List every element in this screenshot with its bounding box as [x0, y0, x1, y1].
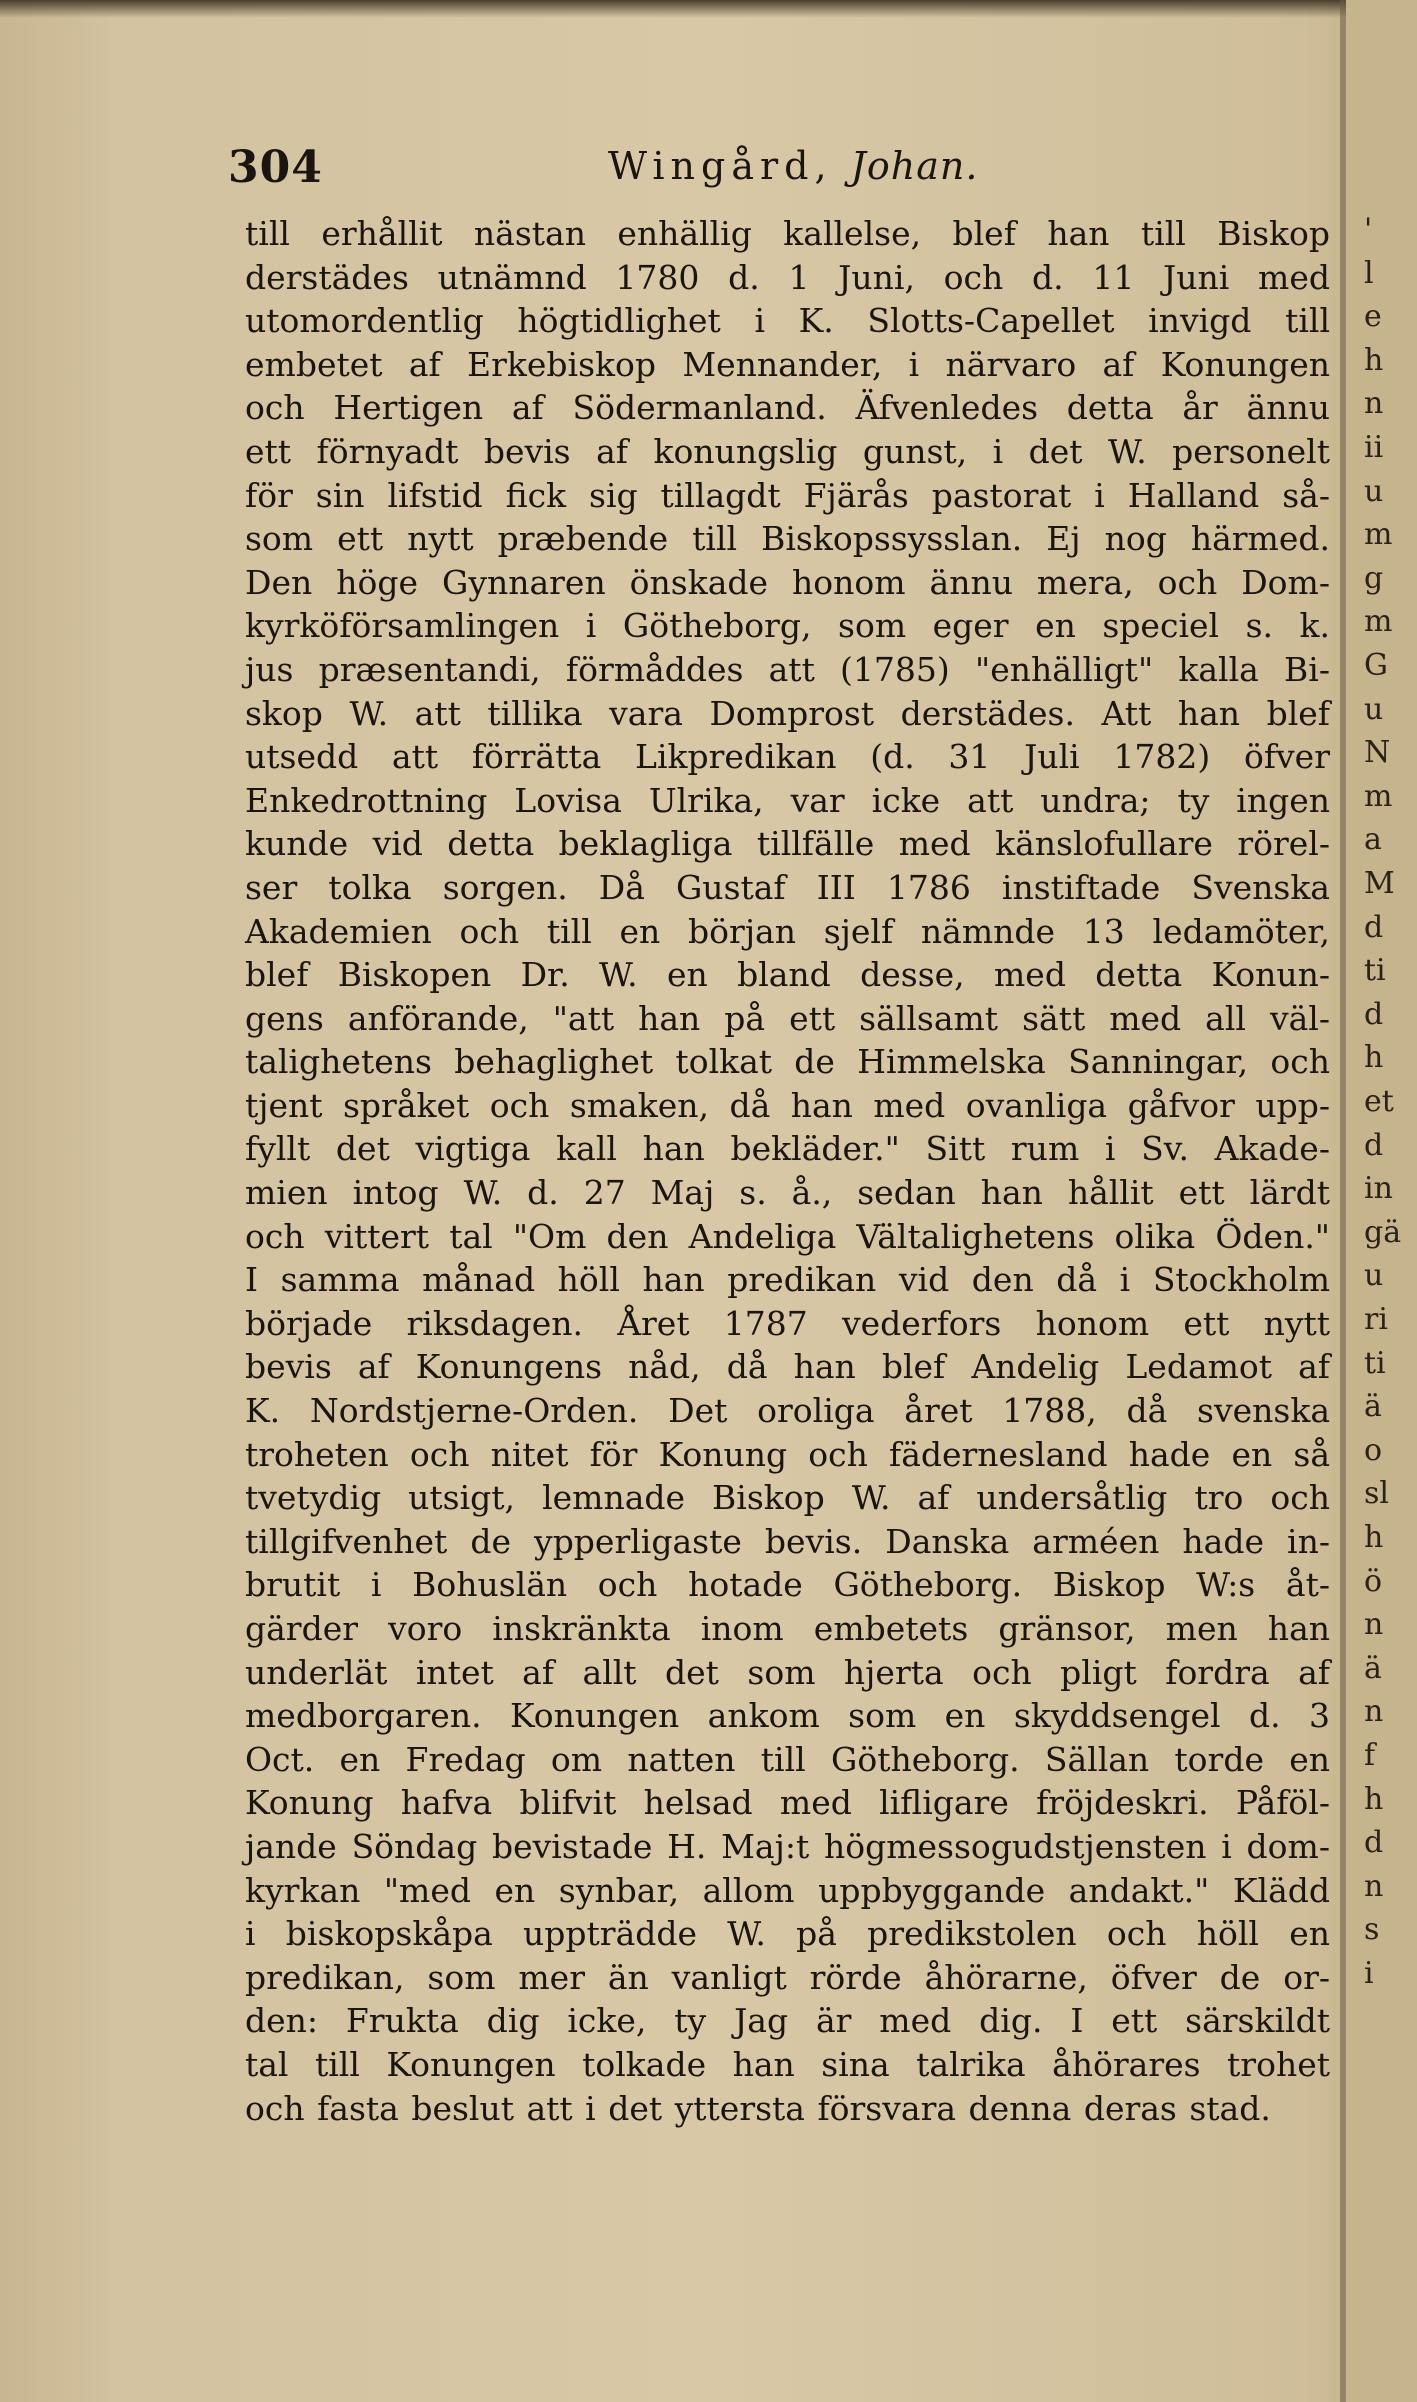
next-page-fragment: o: [1364, 1432, 1383, 1468]
text-line: ser tolka sorgen. Då Gustaf III 1786 instiftade Svenska: [245, 867, 1330, 907]
next-page-fragment: h: [1364, 1040, 1384, 1076]
next-page-fragment: G: [1364, 648, 1388, 683]
next-page-fragment: d: [1364, 1825, 1384, 1861]
next-page-fragment: m: [1364, 604, 1393, 640]
next-page-fragment: ii: [1364, 430, 1384, 465]
next-page-fragment: gä: [1364, 1214, 1402, 1250]
text-line: började riksdagen. Året 1787 vederfors honom ett nytt: [245, 1303, 1330, 1343]
next-page-fragment: ti: [1364, 953, 1386, 989]
next-page-fragment: ä: [1364, 1389, 1382, 1425]
next-page-fragment: d: [1364, 909, 1384, 945]
next-page-fragment: u: [1364, 691, 1384, 727]
text-line: kyrkan "med en synbar, allom uppbyggande andakt." Klädd: [245, 1870, 1330, 1910]
text-line: tvetydig utsigt, lemnade Biskop W. af undersåtlig tro och: [245, 1478, 1330, 1518]
next-page-fragment: in: [1364, 1171, 1393, 1207]
text-line: jus præsentandi, förmåddes att (1785) "enhälligt" kalla Bi-: [245, 649, 1330, 689]
text-line: och vittert tal "Om den Andeliga Vältalighetens olika Öden.": [245, 1216, 1330, 1256]
text-line: Konung hafva blifvit helsad med lifligare fröjdeskri. Påföl-: [245, 1783, 1330, 1823]
next-page-fragment: ri: [1364, 1302, 1388, 1337]
body-text: [245, 212, 1330, 2130]
text-line: Oct. en Fredag om natten till Götheborg. Sällan torde en: [245, 1739, 1330, 1779]
next-page-fragment: n: [1364, 1694, 1384, 1730]
text-line: utomordentlig högtidlighet i K. Slotts-Capellet invigd till: [245, 301, 1330, 341]
next-page-fragment: m: [1364, 778, 1393, 814]
next-page-fragment: ä: [1364, 1650, 1382, 1686]
next-page-fragment: N: [1364, 735, 1391, 771]
next-page-fragment: u: [1364, 473, 1384, 509]
next-page-edge: [1346, 0, 1417, 2402]
next-page-fragment: n: [1364, 1868, 1384, 1904]
next-page-fragment: M: [1364, 866, 1395, 901]
text-line: till erhållit nästan enhällig kallelse, blef han till Biskop: [245, 214, 1330, 253]
text-line: medborgaren. Konungen ankom som en skyddsengel d. 3: [245, 1696, 1330, 1736]
text-line: gens anförande, "att han på ett sällsamt sätt med all väl-: [245, 998, 1330, 1038]
next-page-fragment: h: [1364, 1520, 1384, 1555]
next-page-fragment: h: [1364, 1781, 1384, 1817]
text-line: skop W. att tillika vara Domprost derstädes. Att han blef: [245, 693, 1330, 733]
text-line: K. Nordstjerne-Orden. Det oroliga året 1788, då svenska: [245, 1391, 1330, 1431]
next-page-fragment: h: [1364, 342, 1384, 378]
text-line: I samma månad höll han predikan vid den då i Stockholm: [245, 1260, 1330, 1300]
next-page-fragment: l: [1364, 255, 1374, 291]
text-line: tal till Konungen tolkade han sina talrika åhörares trohet: [245, 2044, 1330, 2084]
next-page-fragment: m: [1364, 517, 1393, 553]
text-line: kyrköförsamlingen i Götheborg, som eger en speciel s. k.: [245, 606, 1330, 646]
next-page-fragment: n: [1364, 1607, 1384, 1643]
text-line: ett förnyadt bevis af konungslig gunst, i det W. personelt: [245, 431, 1330, 471]
next-page-fragment: ': [1364, 212, 1373, 247]
next-page-fragment: e: [1364, 299, 1382, 335]
next-page-fragment: ti: [1364, 1345, 1386, 1381]
page-number: 304: [228, 142, 323, 193]
next-page-fragment: s: [1364, 1912, 1380, 1948]
top-edge-shadow: [0, 0, 1417, 18]
next-page-fragment: ö: [1364, 1563, 1383, 1599]
text-line: troheten och nitet för Konung och fädernesland hade en så: [245, 1434, 1330, 1474]
running-head: [608, 144, 978, 188]
next-page-fragment: i: [1364, 1956, 1374, 1991]
text-line: och Hertigen af Södermanland. Äfvenledes detta år ännu: [245, 388, 1330, 428]
text-line: Akademien och till en början sjelf nämnde 13 ledamöter,: [245, 911, 1330, 951]
text-line: predikan, som mer än vanligt rörde åhörarne, öfver de or-: [245, 1957, 1330, 1997]
text-line: underlät intet af allt det som hjerta och pligt fordra af: [245, 1652, 1330, 1692]
text-line: tjent språket och smaken, då han med ovanliga gåfvor upp-: [245, 1085, 1330, 1125]
next-page-fragment: a: [1364, 822, 1382, 858]
text-line: blef Biskopen Dr. W. en bland desse, med detta Konun-: [245, 955, 1330, 995]
next-page-fragment: g: [1364, 560, 1384, 596]
next-page-fragment: sl: [1364, 1476, 1389, 1512]
page-header: [228, 138, 1308, 198]
text-line: mien intog W. d. 27 Maj s. å., sedan han hållit ett lärdt: [245, 1173, 1330, 1213]
text-line: utsedd att förrätta Likpredikan (d. 31 Juli 1782) öfver: [245, 737, 1330, 777]
next-page-fragment: et: [1364, 1084, 1394, 1119]
text-line: för sin lifstid fick sig tillagdt Fjärås pastorat i Halland så-: [245, 475, 1330, 515]
next-page-fragment: u: [1364, 1258, 1384, 1294]
text-line: kunde vid detta beklagliga tillfälle med känslofullare rörel-: [245, 824, 1330, 864]
next-page-fragment: d: [1364, 1127, 1384, 1163]
next-page-fragment: d: [1364, 996, 1384, 1032]
text-line: jande Söndag bevistade H. Maj:t högmessogudstjensten i dom-: [245, 1826, 1330, 1866]
text-line: den: Frukta dig icke, ty Jag är med dig. I ett särskildt: [245, 2001, 1330, 2041]
text-line: bevis af Konungens nåd, då han blef Andelig Ledamot af: [245, 1347, 1330, 1387]
running-head-forename: Johan.: [850, 144, 979, 188]
text-line: Enkedrottning Lovisa Ulrika, var icke att undra; ty ingen: [245, 780, 1330, 820]
text-line: Den höge Gynnaren önskade honom ännu mera, och Dom-: [245, 562, 1330, 602]
text-line: derstädes utnämnd 1780 d. 1 Juni, och d. 11 Juni med: [245, 257, 1330, 297]
next-page-fragment: n: [1364, 386, 1384, 422]
text-line: gärder voro inskränkta inom embetets gränsor, men han: [245, 1609, 1330, 1648]
text-line: som ett nytt præbende till Biskopssysslan. Ej nog härmed.: [245, 519, 1330, 559]
text-line: tillgifvenhet de ypperligaste bevis. Danska arméen hade in-: [245, 1521, 1330, 1561]
text-line: fyllt det vigtiga kall han bekläder." Sitt rum i Sv. Akade-: [245, 1129, 1330, 1169]
text-line: embetet af Erkebiskop Mennander, i närvaro af Konungen: [245, 344, 1330, 384]
text-line: brutit i Bohuslän och hotade Götheborg. Biskop W:s åt-: [245, 1565, 1330, 1605]
running-head-surname: Wingård,: [608, 144, 833, 188]
text-line: i biskopskåpa uppträdde W. på predikstolen och höll en: [245, 1914, 1330, 1954]
text-line: talighetens behaglighet tolkat de Himmelska Sanningar, och: [245, 1042, 1330, 1082]
text-line: och fasta beslut att i det yttersta försvara denna deras stad.: [245, 2088, 1271, 2128]
next-page-fragment: f: [1364, 1738, 1376, 1773]
